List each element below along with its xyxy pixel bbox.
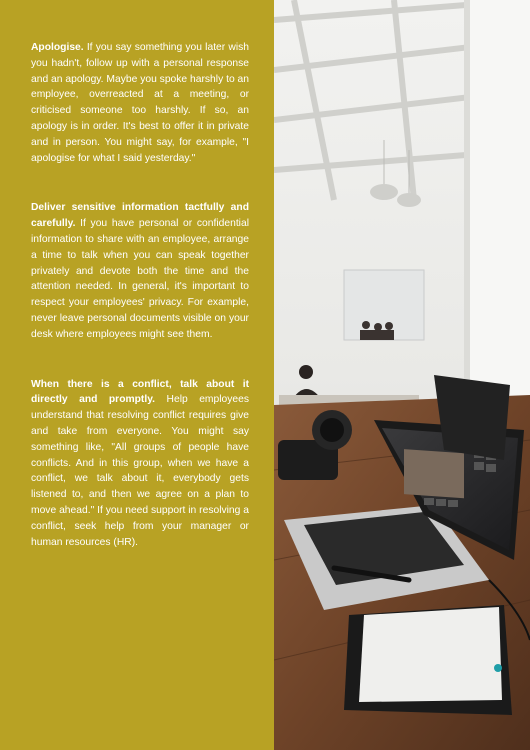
paragraph-body: If you have personal or confidential information to share with an employee, arrange a time to talk when you can speak together privately and devote both the time and the attention needed. In general, it's important to respect your employees' privacy. For example, never leave personal documents visible on your desk where employees might see them. [31, 218, 249, 340]
second-laptop [434, 375, 510, 460]
paragraph-lead: When there is a conflict, talk about it directly and promptly. [31, 378, 249, 406]
paragraph-lead: Deliver sensitive information tactfully and carefully. [31, 202, 249, 230]
paragraph-body: If you say something you later wish you hadn't, follow up with a personal response and an apology. Maybe you spoke harshly to an employee, overreacted at a meeting, or criticised someone too harshly. If so, an apology is in order. It's best to offer it in private and in person. You might say, for example, "I apologise for what I said yesterday." [31, 42, 249, 164]
glass-partition [344, 270, 424, 340]
office-photo [274, 0, 530, 750]
wall-shadow [464, 0, 470, 400]
paragraph-lead: Apologise. [31, 42, 84, 53]
text-column [31, 40, 249, 584]
tablet-button [494, 664, 502, 672]
paragraph-apologise [31, 40, 249, 166]
paragraph-body: Help employees understand that resolving conflict requires give and take from everyone. You might say something like, "All groups of people have conflicts. And in this group, when we have a conflict, we talk about it, everybody gets listened to, and then we agree on a plan to move ahead." If you need support in resolving a conflict, seek help from your manager or human resources (HR). [31, 394, 249, 548]
paragraph-sensitive-information [31, 200, 249, 342]
drawing-tablet-surface [359, 607, 502, 702]
screen-photo [404, 449, 464, 498]
paragraph-conflict [31, 377, 249, 551]
wall-column [469, 0, 530, 400]
